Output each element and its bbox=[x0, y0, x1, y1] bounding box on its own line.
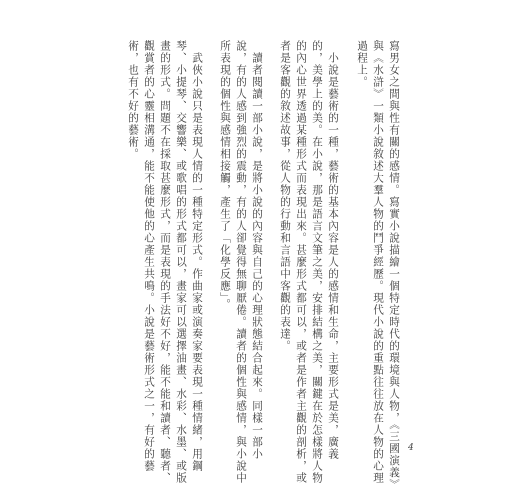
text-column: 的，美學上的美。在小說，那是語言文筆之美，安排結構之美，關鍵在於怎樣將人物 bbox=[311, 40, 323, 484]
text-column: 過程上。 bbox=[356, 40, 368, 88]
page-number: 4 bbox=[408, 443, 414, 453]
text-column: 者是客觀的敘述故事，從人物的行動和言語中客觀的表達。 bbox=[279, 40, 291, 352]
text-column: 小說是藝術的一種，藝術的基本內容是人的感情和生命，主要形式是美，廣義 bbox=[327, 52, 339, 460]
text-column: 觀賞者的心靈相溝通，能不能使他的心產生共鳴。小說是藝術形式之一，有好的藝 bbox=[143, 40, 155, 472]
text-column: 說，有的人感到強烈的震動，有的人卻覺得無聊厭倦。讀者的個性與感情，與小說中 bbox=[235, 40, 247, 484]
text-column: 所表現的個性與感情相接觸，產生了「化學反應」。 bbox=[219, 40, 231, 311]
text-column: 的內心世界透過某種形式而表現出來。甚麼形式都可以，或者是作者主觀的剖析，或 bbox=[295, 40, 307, 484]
text-column: 畫的形式。問題不在採取甚麼形式，而是表現的手法好不好，能不能和讀者、聽者、 bbox=[159, 40, 171, 484]
text-column: 讀者閱讀一部小說，是將小說的內容與自己的心理狀態結合起來。同樣一部小 bbox=[251, 52, 263, 460]
text-column: 寫男女之間與性有關的感情。寫實小說描繪一個特定時代的環境與人物，《三國演義》 bbox=[388, 40, 400, 491]
text-column: 與《水滸》一類小說敘述大羣人物的鬥爭經歷。現代小說的重點往往放在人物的心理 bbox=[372, 40, 384, 484]
text-column: 琴、小提琴、交響樂、或歌唱的形式都可以，畫家可以選擇油畫、水彩、水墨、或版 bbox=[175, 40, 187, 484]
text-column: 武俠小說只是表現人情的一種特定形式。作曲家或演奏家要表現一種情緒，用鋼 bbox=[191, 52, 203, 472]
text-column: 術，也有不好的藝術。 bbox=[127, 40, 139, 160]
